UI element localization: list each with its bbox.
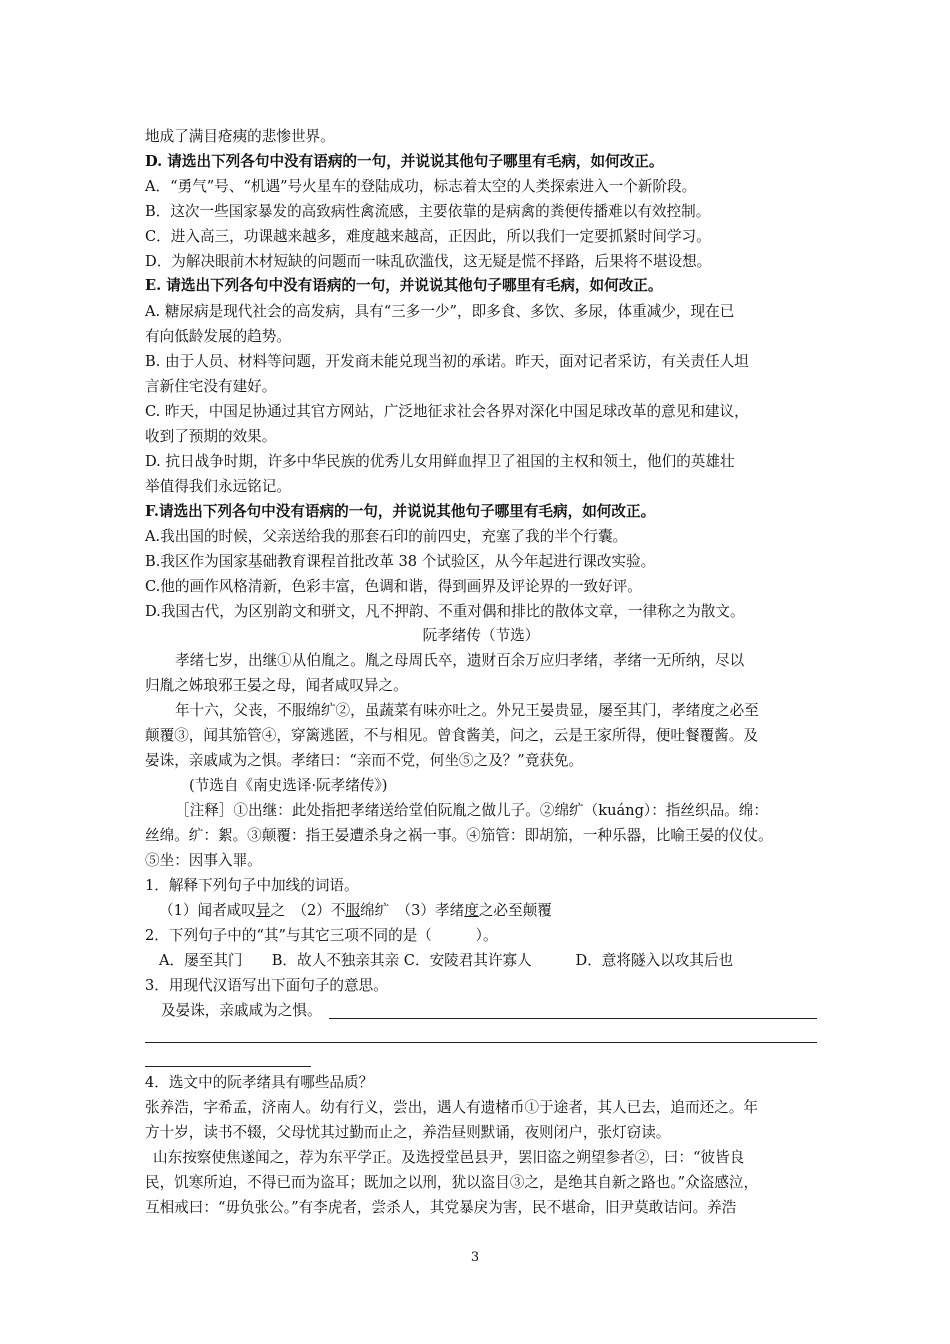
q1-item-3-end: 之必至颠覆: [478, 902, 552, 919]
option-e-b: B. 由于人员、材料等问题，开发商未能兑现当初的承诺。昨天，面对记者采访，有关责任人坦: [145, 353, 749, 370]
option-e-d: D. 抗日战争时期，许多中华民族的优秀儿女用鲜血捍卫了祖国的主权和领土，他们的英雄壮: [145, 453, 735, 470]
option-f-b: B.我区作为国家基础教育课程首批改革 38 个试验区，从今年起进行课改实验。: [145, 553, 656, 570]
passage-paragraph: 孝绪七岁，出继①从伯胤之。胤之母周氏卒，遗财百余万应归孝绪，孝绪一无所纳，尽以: [175, 652, 745, 669]
q1-underlined-word: 服: [345, 902, 361, 919]
section-f-title: F.请选出下列各句中没有语病的一句，并说说其他句子哪里有毛病，如何改正。: [145, 503, 656, 520]
annotation-cont: 丝绵。纩：絮。③颠覆：指王晏遭杀身之祸一事。④笳管：即胡笳，一种乐器，比喻王晏的仪仗。: [145, 827, 773, 844]
question-1-items: [145, 902, 817, 920]
passage-2-paragraph-cont: 互相戒曰：“毋负张公。”有李虎者，尝杀人，其党暴戾为害，民不堪命，旧尹莫敢诘问。养浩: [145, 1199, 737, 1216]
section-e-title: E. 请选出下列各句中没有语病的一句，并说说其他句子哪里有毛病，如何改正。: [145, 277, 663, 294]
question-4: 4．选文中的阮孝绪具有哪些品质？: [145, 1074, 374, 1091]
option-e-a-cont: 有向低龄发展的趋势。: [145, 328, 291, 345]
option-e-c: C. 昨天，中国足协通过其官方网站，广泛地征求社会各界对深化中国足球改革的意见和建议，: [145, 403, 749, 420]
text-line: 地成了满目疮痍的悲惨世界。: [145, 128, 335, 145]
option-f-a: A.我出国的时候，父亲送给我的那套石印的前四史，充塞了我的半个行囊。: [145, 528, 628, 545]
q1-item-2: 之 （2）不: [270, 902, 346, 919]
q1-underlined-word: 度: [464, 902, 479, 919]
option-d-b: B．这次一些国家暴发的高致病性禽流感，主要依靠的是病禽的粪便传播难以有效控制。: [145, 203, 711, 220]
option-e-b-cont: 言新住宅没有建好。: [145, 378, 277, 395]
question-1: 1．解释下列句子中加线的词语。: [145, 877, 359, 894]
answer-line[interactable]: [329, 1018, 817, 1019]
passage-2-paragraph-cont: 方十岁，读书不辍，父母忧其过勤而止之，养浩昼则默诵，夜则闭户，张灯窃读。: [145, 1124, 671, 1141]
passage-2-paragraph: 张养浩，字希孟，济南人。幼有行义，尝出，遇人有遗楮币①于途者，其人已去，追而还之。年: [145, 1099, 758, 1116]
passage-source: (节选自《南史选译·阮孝绪传》): [189, 777, 388, 794]
question-2-options: A．屡至其门 B．故人不独亲其亲 C．安陵君其许寡人 D．意将隧入以攻其后也: [159, 952, 734, 969]
section-d-title: D. 请选出下列各句中没有语病的一句，并说说其他句子哪里有毛病，如何改正。: [145, 153, 664, 170]
option-d-c: C．进入高三，功课越来越多，难度越来越高，正因此，所以我们一定要抓紧时间学习。: [145, 228, 711, 245]
passage-2-paragraph-cont: 民，饥寒所迫，不得已而为盗耳；既加之以刑，犹以盗目③之，是绝其自新之路也。”众盗感泣，: [145, 1174, 759, 1191]
passage-paragraph-cont: 颠覆③，闻其笳管④，穿篱逃匿，不与相见。曾食酱美，问之，云是王家所得，便吐餐覆酱。及: [145, 727, 758, 744]
passage-paragraph-cont: 晏诛，亲戚咸为之惧。孝绪曰：“亲而不党，何坐⑤之及？”竟获免。: [145, 752, 584, 769]
answer-line[interactable]: [145, 1042, 817, 1043]
question-2: 2．下列句子中的“其”与其它三项不同的是（ ）。: [145, 927, 498, 944]
passage-2-paragraph: 山东按察使焦遂闻之，荐为东平学正。及选授堂邑县尹，罢旧盗之朔望参者②，曰：“彼皆良: [153, 1149, 745, 1166]
option-f-d: D.我国古代，为区别韵文和骈文，凡不押韵、不重对偶和排比的散体文章，一律称之为散文。: [145, 603, 745, 620]
q1-underlined-word: 异: [255, 902, 271, 919]
q1-item-3: 绵纩 （3）孝绪: [360, 902, 465, 919]
page-number: 3: [470, 1250, 480, 1265]
annotation-cont: ⑤坐：因事入罪。: [145, 852, 262, 869]
passage-paragraph: 年十六，父丧，不服绵纩②，虽蔬菜有味亦吐之。外兄王晏贵显，屡至其门，孝绪度之必至: [175, 702, 759, 719]
option-e-a: A. 糖尿病是现代社会的高发病，具有“三多一少”，即多食、多饮、多尿，体重减少，现在已: [145, 303, 735, 320]
passage-title: 阮孝绪传（节选）: [422, 627, 540, 644]
answer-line[interactable]: [145, 1066, 311, 1067]
option-d-a: A．“勇气”号、“机遇”号火星车的登陆成功，标志着太空的人类探索进入一个新阶段。: [145, 178, 697, 195]
passage-paragraph-cont: 归胤之姊琅邪王晏之母，闻者咸叹异之。: [145, 677, 408, 694]
question-3: 3．用现代汉语写出下面句子的意思。: [145, 977, 388, 994]
option-e-d-cont: 举值得我们永远铭记。: [145, 478, 291, 495]
option-f-c: C.他的画作风格清新，色彩丰富，色调和谐，得到画界及评论界的一致好评。: [145, 578, 642, 595]
question-3-sentence: 及晏诛，亲戚咸为之惧。: [161, 1002, 322, 1019]
option-d-d: D．为解决眼前木材短缺的问题而一味乱砍滥伐，这无疑是慌不择路，后果将不堪设想。: [145, 253, 712, 270]
annotation: ［注释］①出继：此处指把孝绪送给堂伯阮胤之做儿子。②绵纩（kuáng）：指丝织品。绵：: [175, 802, 768, 819]
option-e-c-cont: 收到了预期的效果。: [145, 428, 277, 445]
q1-item-1: （1）闻者咸叹: [159, 902, 256, 919]
